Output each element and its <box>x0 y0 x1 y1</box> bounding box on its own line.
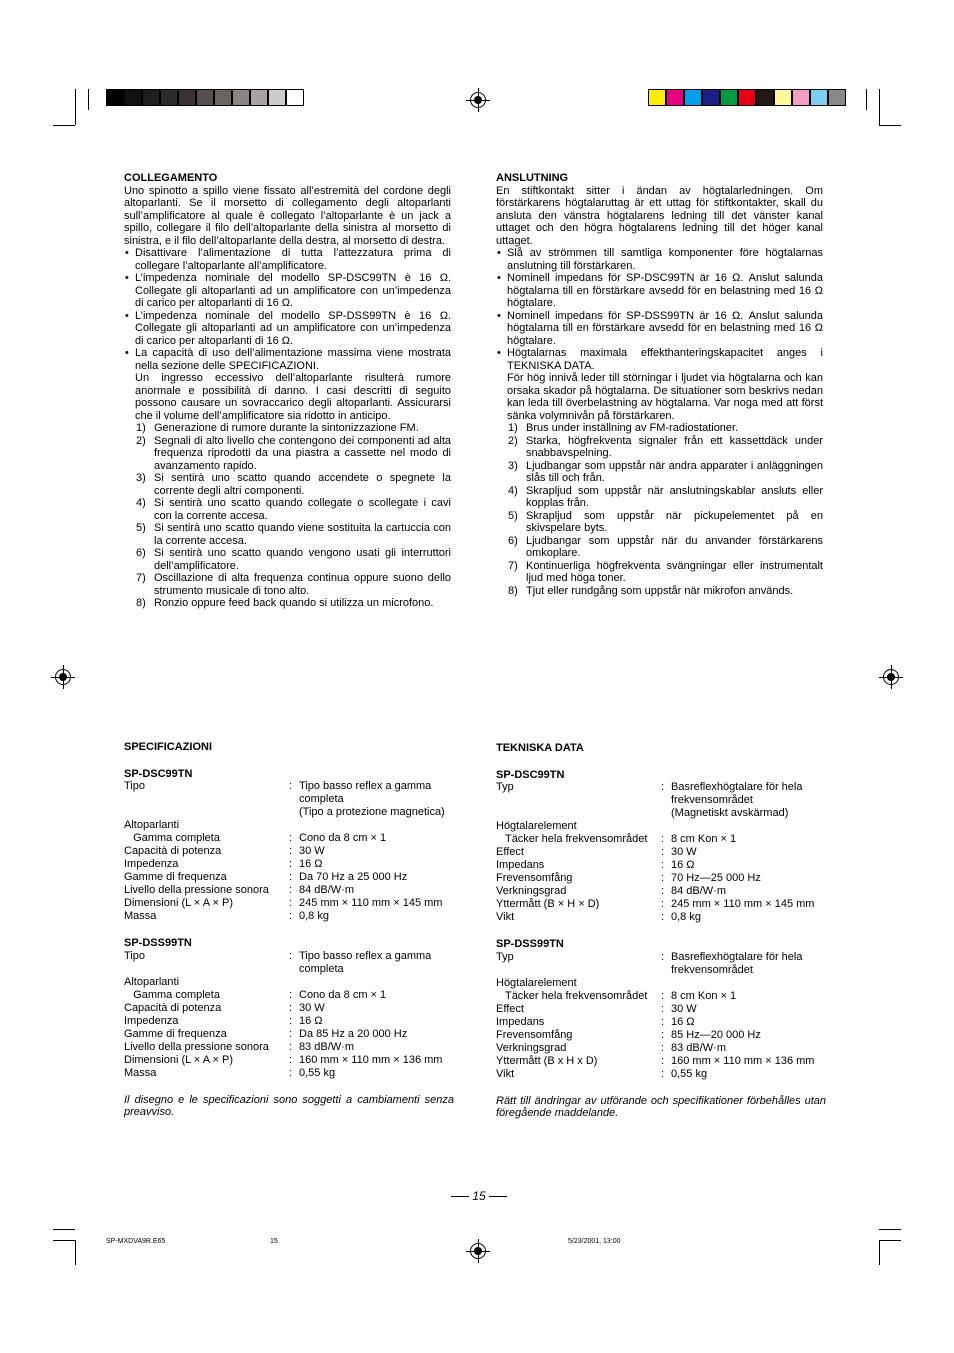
list-item <box>496 460 823 485</box>
specificazioni-section <box>124 741 454 1119</box>
model-title: SP-DSC99TN <box>124 767 193 780</box>
spec-label: Altoparlanti <box>124 819 180 831</box>
spec-label: Impedenza <box>124 858 179 870</box>
spec-row <box>496 1003 826 1016</box>
spec-colon: : <box>289 871 293 883</box>
bullet-item: • Högtalarnas maximala effekthanteringskapacitet anges i TEKNISKA DATA. <box>496 347 823 372</box>
spec-colon: : <box>661 1015 665 1028</box>
spec-label: Högtalarelement <box>496 820 577 832</box>
list-item-text: Tjut eller rundgång som uppstår när mikrofon används. <box>526 584 794 597</box>
crop-mark <box>879 89 880 125</box>
spec-value: 83 dB/W·m <box>299 1040 355 1053</box>
list-item-text: Si sentirà uno scatto quando vengono usati gli interruttori dell’amplificatore. <box>154 547 451 572</box>
list-item <box>124 572 451 597</box>
spec-table <box>496 951 826 1081</box>
spec-value: 0,8 kg <box>299 910 329 922</box>
spec-colon: : <box>661 989 665 1002</box>
crop-mark <box>879 1240 901 1241</box>
spec-value: 85 Hz—20 000 Hz <box>671 1028 761 1041</box>
spec-colon: : <box>661 1054 665 1067</box>
spec-colon: : <box>289 910 293 922</box>
spec-value <box>299 976 454 989</box>
calibration-swatch <box>124 89 142 106</box>
spec-value <box>299 819 454 832</box>
spec-row <box>496 977 826 990</box>
bullet-item: • Nominell impedans för SP-DSC99TN är 16 Ω. Anslut salunda högtalarna till en förstärkare avsedd för en belastning med 16 Ω högtalare. <box>496 272 823 310</box>
spec-colon: : <box>289 1040 293 1053</box>
spec-value: Basreflexhögtalare för hela frekvensområdet <box>671 950 803 976</box>
spec-value: Cono da 8 cm × 1 <box>299 988 387 1001</box>
spec-value: Cono da 8 cm × 1 <box>299 832 387 844</box>
crop-mark <box>53 1229 75 1230</box>
calibration-swatch <box>738 89 756 106</box>
calibration-swatch <box>684 89 702 106</box>
bullet-item: • La capacità di uso dell’alimentazione massima viene mostrata nella sezione delle SPECIFICAZIONI. <box>124 347 451 372</box>
spec-colon: : <box>661 1067 665 1080</box>
bullet-list <box>124 247 451 372</box>
spec-value: Tipo basso reflex a gamma completa <box>299 949 432 975</box>
list-item-number: 2) <box>508 434 518 447</box>
spec-value: Da 70 Hz a 25 000 Hz <box>299 871 408 883</box>
model-title: SP-DSS99TN <box>124 937 192 949</box>
crop-mark <box>879 1240 880 1265</box>
spec-row <box>124 871 454 884</box>
spec-colon: : <box>289 845 293 857</box>
spec-row <box>496 859 826 872</box>
list-item <box>124 597 451 610</box>
calibration-swatch <box>810 89 828 106</box>
spec-colon: : <box>661 859 665 871</box>
calibration-swatch <box>250 89 268 106</box>
list-item-text: Si sentirà uno scatto quando accendete o spegnete la corrente degli altri componenti. <box>154 472 451 497</box>
spec-row <box>496 1016 826 1029</box>
registration-target-icon <box>470 92 486 108</box>
spec-label: Yttermått (B × H × D) <box>496 898 600 910</box>
spec-label: Vikt <box>496 911 515 923</box>
spec-label: Gamme di frequenza <box>124 1027 227 1040</box>
calibration-swatch <box>286 89 304 106</box>
list-item-text: Ljudbangar som uppstår när andra apparater i anläggningen slås till och från. <box>526 459 823 484</box>
spec-row <box>124 976 454 989</box>
registration-target-icon <box>55 669 71 685</box>
spec-value: 245 mm × 110 mm × 145 mm <box>671 898 815 910</box>
spec-row <box>496 820 826 833</box>
spec-row <box>496 872 826 885</box>
spec-row <box>496 990 826 1003</box>
crop-mark <box>75 1240 76 1265</box>
disclaimer-note: Rätt till ändringar av utförande och specifikationer förbehålles utan föregående maddelande. <box>496 1094 826 1119</box>
list-item-text: Brus under inställning av FM-radiostationer. <box>526 422 739 434</box>
intro-paragraph: En stiftkontakt sitter i ändan av högtalarledningen. Om förstärkarens högtalaruttag är ett uttag för stiftkontakter, skall du ansluta den vänstra högtalarens ledning till det vänster kanal uttaget och den högra högtalarens ledning till det höger kanal uttaget. <box>496 184 823 247</box>
spec-label: Impedenza <box>124 1014 179 1027</box>
footer-filename: SP-MXDVA9R.E65 <box>106 1238 166 1245</box>
spec-row <box>124 1054 454 1067</box>
spec-colon <box>289 976 299 989</box>
calibration-swatch <box>106 89 124 106</box>
spec-row <box>124 910 454 923</box>
list-item <box>496 485 823 510</box>
spec-label: Massa <box>124 910 157 922</box>
list-item-number: 8) <box>508 584 518 597</box>
spec-table <box>124 780 454 923</box>
overload-paragraph: För hög innivå leder till störningar i ljudet via högtalarna och kan orsaka skador på högtalarna. De situationer som beskrivs nedan kan leda till överbelastning av högtalarna. Var noga med att först sänka volymnivån på förstärkaren. <box>507 372 823 422</box>
spec-label: Tipo <box>124 949 145 962</box>
list-item <box>124 435 451 473</box>
list-item <box>124 522 451 547</box>
list-item <box>496 585 823 598</box>
spec-label: Täcker hela frekvensområdet <box>496 833 648 845</box>
list-item-number: 8) <box>136 597 146 609</box>
spec-row <box>124 858 454 871</box>
list-item-number: 5) <box>508 509 518 522</box>
spec-colon <box>661 977 671 990</box>
spec-label: Yttermått (B x H x D) <box>496 1054 598 1067</box>
spec-row <box>496 781 826 820</box>
list-item <box>124 472 451 497</box>
calibration-swatch <box>196 89 214 106</box>
calibration-swatch <box>666 89 684 106</box>
spec-row <box>124 1028 454 1041</box>
spec-row <box>124 780 454 819</box>
spec-colon <box>289 819 299 832</box>
spec-value: 160 mm × 110 mm × 136 mm <box>671 1054 815 1067</box>
spec-value <box>671 820 826 833</box>
bullet-item: • Nominell impedans för SP-DSS99TN är 16 Ω. Anslut salunda högtalarna till en förstärkare avsedd för en belastning med 16 Ω högtalare. <box>496 310 823 348</box>
spec-colon: : <box>289 1066 293 1079</box>
spec-value: 0,55 kg <box>671 1067 708 1080</box>
spec-value: 70 Hz—25 000 Hz <box>671 872 761 884</box>
spec-label: Livello della pressione sonora <box>124 884 269 896</box>
spec-row <box>124 1067 454 1080</box>
spec-value: 16 Ω <box>671 859 695 871</box>
spec-colon: : <box>289 1053 293 1066</box>
crop-mark <box>88 89 89 110</box>
list-item-number: 4) <box>136 497 146 509</box>
calibration-swatch <box>214 89 232 106</box>
calibration-swatch <box>232 89 250 106</box>
spec-row <box>496 1055 826 1068</box>
spec-label: Livello della pressione sonora <box>124 1040 269 1053</box>
spec-colon: : <box>661 781 665 793</box>
list-item-text: Skrapljud som uppstår när anslutningskablar ansluts eller kopplas från. <box>526 484 823 509</box>
spec-label: Typ <box>496 950 514 963</box>
spec-value: 0,8 kg <box>671 911 701 923</box>
list-item-number: 6) <box>508 534 518 547</box>
spec-colon: : <box>289 884 293 896</box>
spec-value: 245 mm × 110 mm × 145 mm <box>299 897 443 909</box>
spec-value: 8 cm Kon × 1 <box>671 989 737 1002</box>
calibration-swatch <box>178 89 196 106</box>
bullet-list <box>496 247 823 372</box>
numbered-list <box>496 422 823 597</box>
spec-value <box>671 977 826 990</box>
list-item-text: Oscillazione di alta frequenza continua oppure suono dello strumento musicale di tono alto. <box>154 572 451 597</box>
spec-colon: : <box>289 1001 293 1014</box>
list-item <box>124 497 451 522</box>
spec-value: 16 Ω <box>299 1014 323 1027</box>
list-item-text: Segnali di alto livello che contengono dei componenti ad alta frequenza riprodotti da una piastra a cassette nel modo di avanzamento rapido. <box>154 434 451 472</box>
numbered-list <box>124 422 451 610</box>
crop-mark <box>879 1229 901 1230</box>
list-item <box>496 560 823 585</box>
list-item-text: Si sentirà uno scatto quando collegate o scollegate i cavi con la corrente accesa. <box>154 497 451 522</box>
list-item-number: 1) <box>136 422 146 434</box>
overload-paragraph: Un ingresso eccessivo dell’altoparlante risulterà rumore anormale e possibilità di danno. I casi descritti di seguito possono causare un sovraccarico degli altoparlanti. Assicurarsi che il volume dell’amplificatore sia ridotto in anticipo. <box>135 372 451 422</box>
spec-colon <box>661 820 671 833</box>
spec-label: Gamma completa <box>124 832 220 844</box>
list-item-number: 5) <box>136 522 146 534</box>
spec-label: Frevensomfång <box>496 1028 573 1041</box>
list-item <box>496 535 823 560</box>
anslutning-section <box>496 172 823 597</box>
spec-colon: : <box>289 858 293 870</box>
crop-mark <box>879 125 901 126</box>
spec-label: Effect <box>496 846 524 858</box>
spec-row <box>124 1015 454 1028</box>
disclaimer-note: Il disegno e le specificazioni sono soggetti a cambiamenti senza preavviso. <box>124 1093 454 1118</box>
spec-label: Gamma completa <box>124 988 220 1001</box>
spec-colon: : <box>289 832 293 844</box>
spec-colon: : <box>289 780 293 792</box>
crop-mark <box>53 125 75 126</box>
spec-label: Altoparlanti <box>124 975 180 988</box>
calibration-swatch <box>828 89 846 106</box>
spec-row <box>124 989 454 1002</box>
spec-value: 8 cm Kon × 1 <box>671 833 737 845</box>
list-item <box>496 510 823 535</box>
spec-label: Typ <box>496 781 514 793</box>
spec-value: 16 Ω <box>299 858 323 870</box>
spec-label: Täcker hela frekvensområdet <box>496 989 648 1002</box>
spec-colon: : <box>661 846 665 858</box>
calibration-swatch <box>756 89 774 106</box>
spec-value: 30 W <box>671 1002 697 1015</box>
crop-mark <box>75 89 76 125</box>
spec-label: Dimensioni (L × A × P) <box>124 1053 234 1066</box>
spec-colon: : <box>289 1014 293 1027</box>
list-item-text: Ronzio oppure feed back quando si utilizza un microfono. <box>154 597 434 609</box>
spec-value: 0,55 kg <box>299 1066 336 1079</box>
spec-label: Capacità di potenza <box>124 845 222 857</box>
grayscale-calibration-bar <box>106 89 306 106</box>
spec-label: Impedans <box>496 859 545 871</box>
spec-colon: : <box>289 949 293 962</box>
footer-date: 5/23/2001, 13:00 <box>568 1238 621 1245</box>
spec-row <box>496 898 826 911</box>
section-heading: COLLEGAMENTO <box>124 172 218 184</box>
spec-table <box>496 781 826 924</box>
calibration-swatch <box>648 89 666 106</box>
spec-row <box>496 885 826 898</box>
spec-row <box>124 1041 454 1054</box>
spec-colon: : <box>289 897 293 909</box>
spec-row <box>124 897 454 910</box>
bullet-item: • L’impedenza nominale del modello SP-DSS99TN è 16 Ω. Collegate gli altoparlanti ad un amplificatore con un’impedenza di carico per altoparlanti di 16 Ω. <box>124 310 451 348</box>
list-item-number: 7) <box>136 572 146 584</box>
spec-row <box>124 819 454 832</box>
model-title: SP-DSS99TN <box>496 938 564 950</box>
spec-label: Verkningsgrad <box>496 1041 567 1054</box>
registration-target-icon <box>883 669 899 685</box>
spec-row <box>496 1042 826 1055</box>
list-item <box>124 547 451 572</box>
spec-label: Tipo <box>124 780 145 792</box>
spec-value: 84 dB/W·m <box>671 885 727 897</box>
spec-value: 160 mm × 110 mm × 136 mm <box>299 1053 443 1066</box>
spec-value: Da 85 Hz a 20 000 Hz <box>299 1027 408 1040</box>
spec-value: 30 W <box>671 846 697 858</box>
spec-row <box>124 1002 454 1015</box>
calibration-swatch <box>702 89 720 106</box>
collegamento-section <box>124 172 451 610</box>
spec-colon: : <box>661 833 665 845</box>
spec-value: 30 W <box>299 1001 325 1014</box>
spec-value: 83 dB/W·m <box>671 1041 727 1054</box>
spec-value: 30 W <box>299 845 325 857</box>
bullet-item: • L’impedenza nominale del modello SP-DSC99TN è 16 Ω. Collegate gli altoparlanti ad un amplificatore con un’impedenza di carico per altoparlanti di 16 Ω. <box>124 272 451 310</box>
spec-colon: : <box>289 988 293 1001</box>
list-item <box>124 422 451 435</box>
spec-colon: : <box>661 872 665 884</box>
list-item-text: Skrapljud som uppstår när pickupelementet på en skivspelare byts. <box>526 509 823 534</box>
list-item <box>496 435 823 460</box>
list-item-text: Si sentirà uno scatto quando viene sostituita la cartuccia con la corrente accesa. <box>154 522 451 547</box>
calibration-swatch <box>142 89 160 106</box>
spec-row <box>496 833 826 846</box>
spec-label: Massa <box>124 1066 157 1079</box>
calibration-swatch <box>774 89 792 106</box>
section-heading: TEKNISKA DATA <box>496 742 584 754</box>
spec-row <box>496 911 826 924</box>
spec-colon: : <box>661 1002 665 1015</box>
spec-value: Tipo basso reflex a gamma completa (Tipo a protezione magnetica) <box>299 780 445 818</box>
list-item-number: 6) <box>136 547 146 559</box>
page-number-text: 15 <box>472 1189 486 1203</box>
spec-row <box>496 846 826 859</box>
spec-row <box>496 951 826 977</box>
list-item-number: 3) <box>136 472 146 484</box>
list-item-text: Kontinuerliga högfrekventa svängningar eller instrumentalt ljud med höga toner. <box>526 559 823 584</box>
calibration-swatch <box>268 89 286 106</box>
list-item-number: 1) <box>508 422 518 434</box>
spec-row <box>124 832 454 845</box>
list-item-text: Generazione di rumore durante la sintonizzazione FM. <box>154 422 419 434</box>
spec-row <box>496 1068 826 1081</box>
list-item-number: 2) <box>136 434 146 447</box>
spec-label: Verkningsgrad <box>496 885 567 897</box>
section-heading: SPECIFICAZIONI <box>124 741 213 753</box>
spec-colon: : <box>289 1027 293 1040</box>
spec-colon: : <box>661 898 665 910</box>
spec-row <box>124 884 454 897</box>
spec-row <box>124 950 454 976</box>
spec-value: 84 dB/W·m <box>299 884 355 896</box>
spec-label: Capacità di potenza <box>124 1001 222 1014</box>
spec-row <box>124 845 454 858</box>
section-heading: ANSLUTNING <box>496 172 569 184</box>
footer-page: 15 <box>270 1238 278 1245</box>
registration-target-icon <box>470 1243 486 1259</box>
spec-colon: : <box>661 1028 665 1041</box>
spec-label: Dimensioni (L × A × P) <box>124 897 234 909</box>
spec-table <box>124 950 454 1080</box>
tekniska-data-section <box>496 742 826 1120</box>
spec-value: 16 Ω <box>671 1015 695 1028</box>
spec-row <box>496 1029 826 1042</box>
color-calibration-bar <box>648 89 848 106</box>
spec-label: Effect <box>496 1002 524 1015</box>
spec-colon: : <box>661 950 665 963</box>
list-item-number: 4) <box>508 484 518 497</box>
page-number <box>449 1189 509 1203</box>
spec-value: Basreflexhögtalare för hela frekvensområdet (Magnetiskt avskärmad) <box>671 781 803 819</box>
spec-label: Högtalarelement <box>496 976 577 989</box>
model-title: SP-DSC99TN <box>496 768 565 781</box>
list-item-number: 3) <box>508 459 518 472</box>
list-item-text: Ljudbangar som uppstår när du anvander förstärkarens omkoplare. <box>526 534 823 559</box>
crop-mark <box>53 1240 75 1241</box>
calibration-swatch <box>160 89 178 106</box>
list-item-number: 7) <box>508 559 518 572</box>
spec-label: Frevensomfång <box>496 872 573 884</box>
calibration-swatch <box>792 89 810 106</box>
bullet-item: • Slå av strömmen till samtliga komponenter före högtalarnas anslutning till förstärkaren. <box>496 247 823 272</box>
spec-label: Vikt <box>496 1067 515 1080</box>
spec-colon: : <box>661 1041 665 1054</box>
list-item-text: Starka, högfrekventa signaler från ett kassettdäck under snabbavspelning. <box>526 434 823 459</box>
spec-colon: : <box>661 911 665 923</box>
spec-label: Gamme di frequenza <box>124 871 227 883</box>
list-item <box>496 422 823 435</box>
calibration-swatch <box>720 89 738 106</box>
spec-colon: : <box>661 885 665 897</box>
spec-label: Impedans <box>496 1015 545 1028</box>
intro-paragraph: Uno spinotto a spillo viene fissato all’estremità del cordone degli altoparlanti. Se il morsetto di collegamento degli altoparlanti sull’amplificatore al quale è collegato l’altoparlante è un jack a spillo, collegare il filo dell’altoparlante della sinistra al morsetto di sinistra, e il filo dell’altoparlante della destra, al morsetto di destra. <box>124 184 451 247</box>
crop-mark <box>866 89 867 110</box>
bullet-item: • Disattivare l’alimentazione di tutta l’attezzatura prima di collegare l’altoparlante all’amplificatore. <box>124 247 451 272</box>
